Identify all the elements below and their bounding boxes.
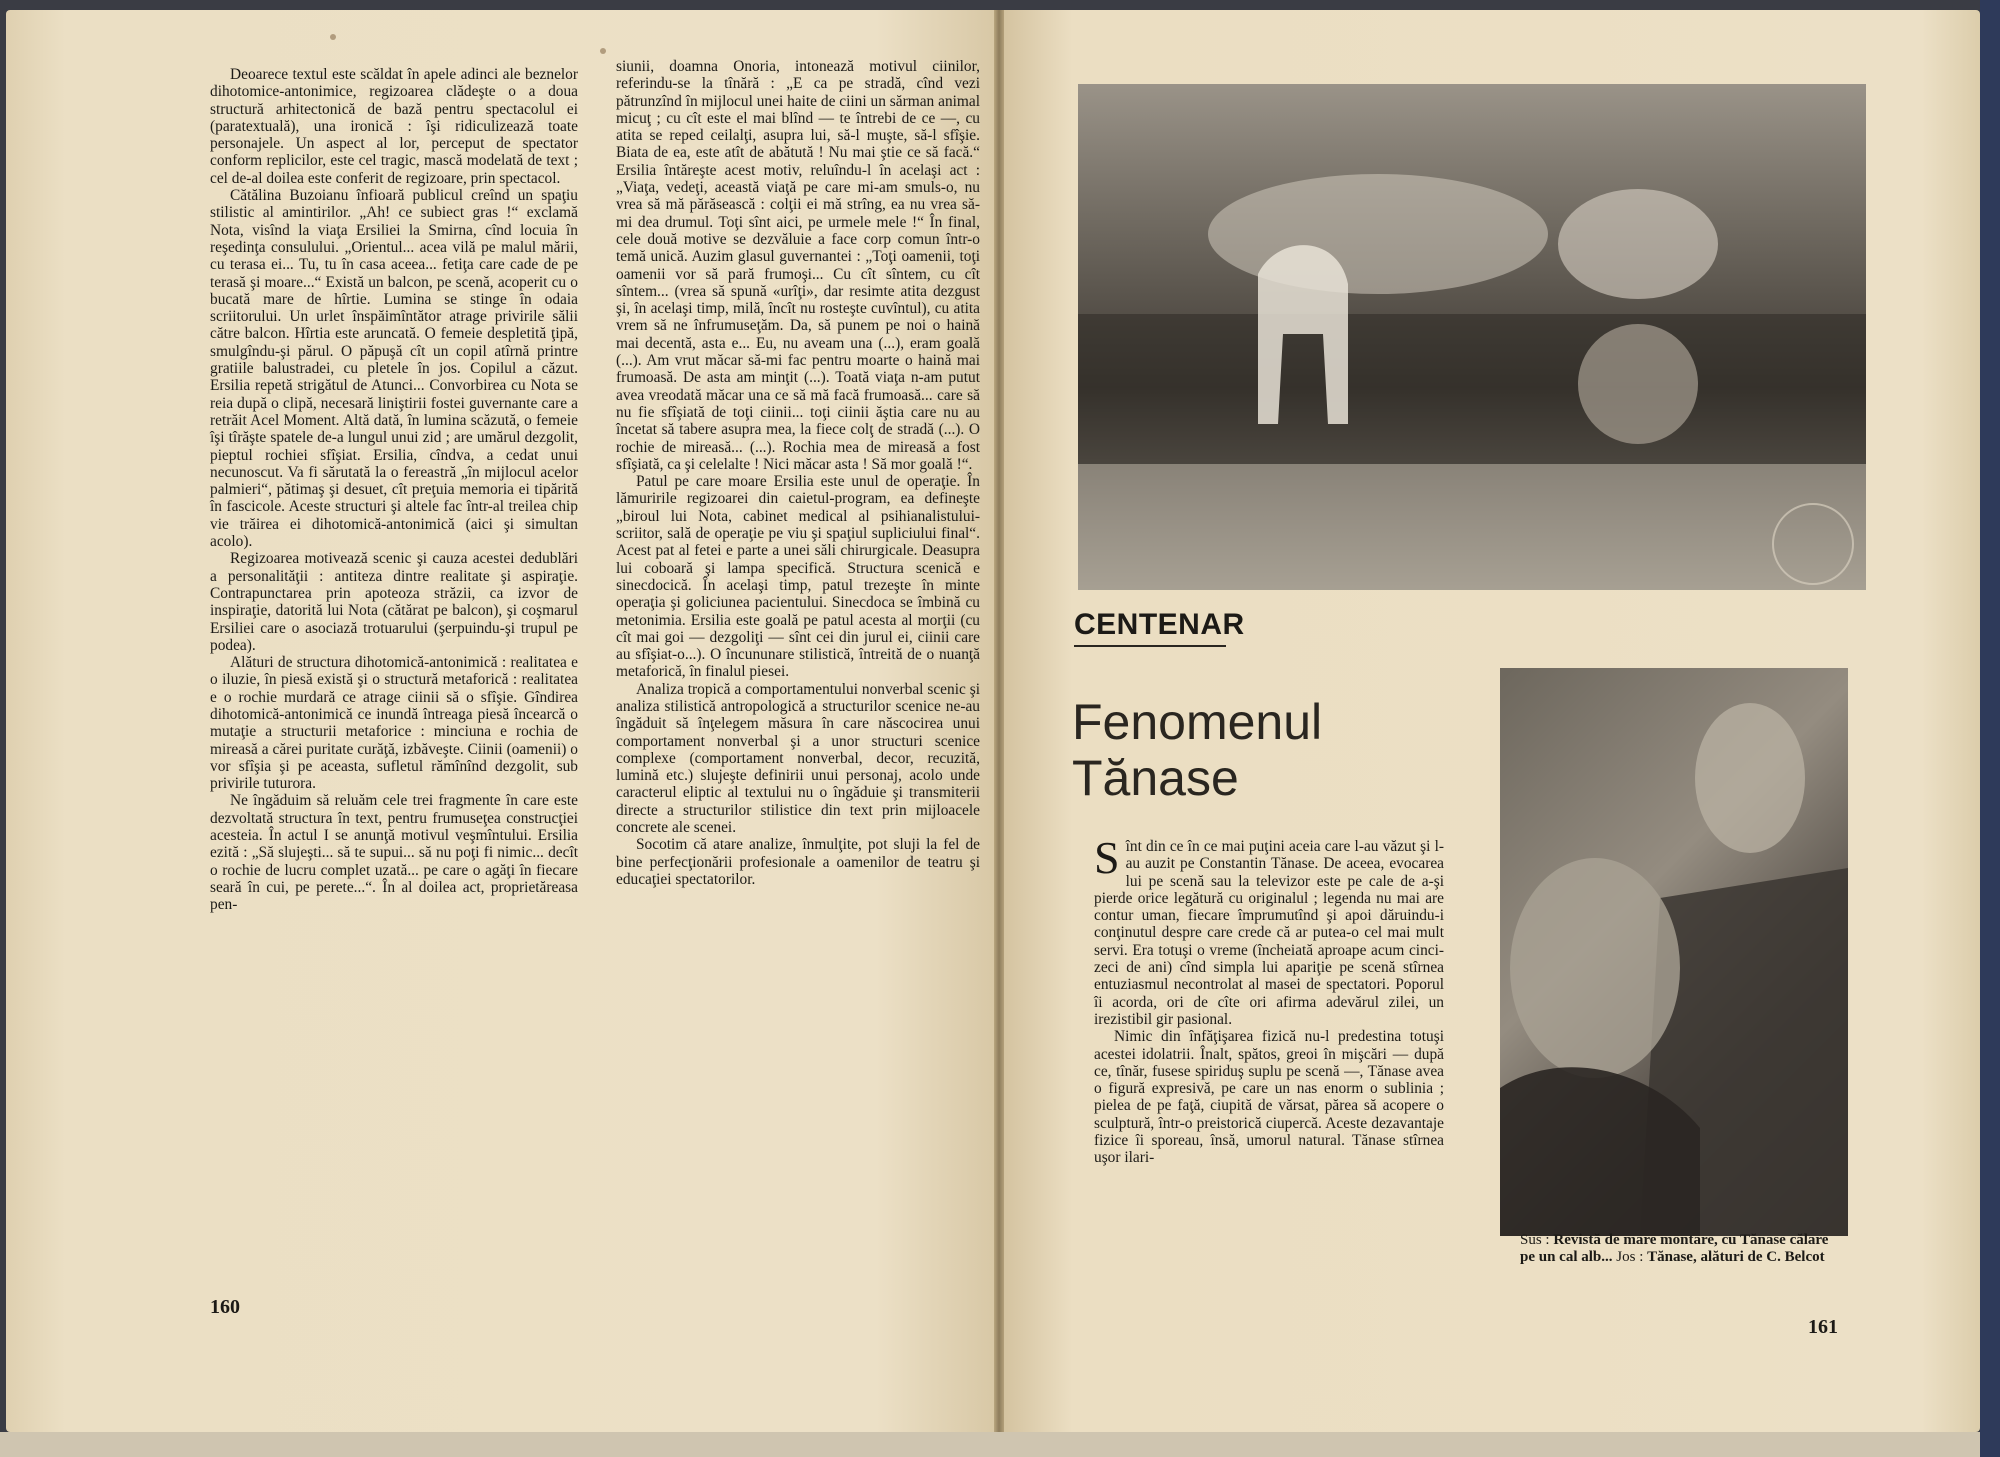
section-rule — [1074, 645, 1226, 647]
scan-speck — [600, 48, 606, 54]
left-column-a — [210, 66, 578, 914]
drop-cap: S — [1094, 832, 1120, 883]
book-cover-edge — [1980, 0, 2000, 1457]
paragraph: Socotim că atare analize, înmulţite, pot sluji la fel de bine perfecţionării profesionale a oamenilor de teatru şi educaţiei spectatorilor. — [616, 836, 980, 888]
paragraph: siunii, doamna Onoria, intonează motivul ciinilor, referindu-se la tînără : „E ca pe stradă, cînd vezi pătrunzînd în mijlocul unei haite de ciini un sărman animal micuţ ; cu cît este el mai blînd — te întrebi de ce —, cu atita se reped ceilalţi, asupra lui, să-l muşte, să-l sfîşie. Biata de ea, este atît de abătută ! Nu mai ştie ce să facă.“ Ersilia întăreşte acest motiv, reluîndu-l în acelaşi act : „Viaţa, vedeţi, această viaţă pe care mi-am smuls-o, nu vrea să mă părăsească : colţii ei mă strîng, ea nu vrea să-mi dea drumul. Toţi sînt aici, pe urmele mele !“ În final, cele două motive se dezvăluie a face corp comun într-o temă unică. Auzim glasul guvernantei : „Toţi oamenii, toţi oamenii vor să pară frumoşi... Cu cît sîntem, cu cît sîntem... (vrea să spună «urîţi», dar resimte atita dezgust şi, în acelaşi timp, milă, încît nu rosteşte cuvîntul), cu atita vrem să ne înfrumuseţăm. Da, să punem pe noi o haină mai decentă, asta e... Eu, nu aveam una (...), eram goală (...). Am vrut măcar să-mi fac pentru moarte o haină mai frumoasă. De asta am minţit (...). Toată viaţa n-am putut avea vreodată măcar una ce să mă facă frumoasă... care să nu fie sfîşiată de toţi ciinii... toţi ciinii ăştia care nu au încetat să tabere asupra mea, la fiece colţ de stradă (...). O rochie de mireasă... (...). Rochia mea de mireasă a fost sfîşiată, ca şi celelalte ! Nici măcar asta ! Să mor goală !“. — [616, 58, 980, 473]
paragraph: Nimic din înfăţişarea fizică nu-l predestina totuşi acestei idolatrii. Înalt, spătos, greoi în mişcări — după ce, tînăr, fusese spiriduş suplu pe scenă —, Tănase avea o figură expresivă, pe care un nas enorm o sublinia ; pielea de pe faţă, ciupită de vărsat, părea să acopere o sculptură, într-o preistorică ciupercă. Aceste dezavantaje fizice îi sporeau, însă, umorul natural. Tănase stîrnea uşor ilari- — [1094, 1028, 1444, 1167]
article-title-line2: Tănase — [1072, 750, 1239, 806]
paragraph: Ne îngăduim să reluăm cele trei fragmente în care este dezvoltată structura în text, pentru frumuseţea construcţiei acesteia. În actul I se anunţă motivul veşmîntului. Ersilia ezită : „Să slujeşti... să te supui... să nu poţi fi nimic... decît o rochie de lucru complet uzată... pe care o agăţi în fiecare seară în cui, pe perete...“. În al doilea act, proprietăreasa pen- — [210, 792, 578, 914]
photo-tanase-belcot — [1500, 668, 1848, 1236]
caption-sus-label: Sus : — [1520, 1232, 1550, 1248]
scan-speck — [330, 34, 336, 40]
paragraph: Cătălina Buzoianu înfioară publicul creînd un spaţiu stilistic al amintirilor. „Ah! ce subiect gras !“ exclamă Nota, visînd la viaţa Ersiliei la Smirna, cînd locuia în reşedinţa consulului. „Orientul... acea vilă pe malul mării, cu terasa ei... Tu, tu în casa aceea... fetiţa care cade de pe terasă şi moare...“ Există un balcon, pe scenă, acoperit cu o bucată mare de hîrtie. Lumina se stinge în odaia scriitorului. Un urlet înspăimîntător atrage privirile sălii către balcon. Hîrtia este aruncată. O femeie despletită ţipă, smulgîndu-şi părul. O păpuşă cît un copil atîrnă printre gratiile balustradei, cu pletele în jos. Copilul a căzut. Ersilia repetă strigătul de Atunci... Convorbirea cu Nota se reia după o clipă, necesară liniştirii fostei guvernante care a retrăit Acel Moment. Altă dată, în lumina scăzută, o femeie îşi tîrăşte spatele de-a lungul unui zid ; are umărul dezgolit, pieptul rochiei sfîşiat. Ersilia, cîndva, a cedat unui necunoscut. Va fi sărutată la o fereastră „în mijlocul acelor palmieri“, pătimaş şi desuet, cît preţuia memoria ei tipărită în fascicole. Aceste structuri şi altele fac într-al treilea chip vie trăirea ei dihotomică-antonimică (aici şi simultan acolo). — [210, 187, 578, 551]
paragraph: Regizoarea motivează scenic şi cauza acestei dedublări a personalităţii : antiteza dintre realitate şi aspiraţie. Contrapunctarea prin apoteoza străzii, ca izvor de inspiraţie, datorită lui Nota (cătărat pe balcon), şi coşmarul Ersiliei care o asociază trotuarului (şerpuindu-şi trupul pe podea). — [210, 550, 578, 654]
paragraph-first — [1094, 832, 1444, 1028]
scan-bottom-edge — [0, 1432, 2000, 1457]
article-title — [1072, 694, 1322, 806]
caption-jos-text: Tănase, alături de C. Belcot — [1647, 1249, 1825, 1265]
paragraph: Deoarece textul este scăldat în apele adinci ale beznelor dihotomice-antonimice, regizoarea clădeşte o a doua structură arhitectonică de bază pentru spectacolul ei (paratextuală), una ironică : îşi ridiculizează toate personajele. Un aspect al lor, perceput de spectator conform replicilor, este cel tragic, mască modelată de text ; cel de-al doilea este conferit de regizoare, prin spectacol. — [210, 66, 578, 187]
photo-portrait-illustration — [1500, 668, 1848, 1236]
left-column-b — [616, 58, 980, 888]
caption-jos-label: Jos : — [1616, 1249, 1644, 1265]
right-column — [1094, 832, 1444, 1167]
book-gutter — [994, 10, 1004, 1432]
section-label: CENTENAR — [1074, 608, 1245, 641]
paragraph: Patul pe care moare Ersilia este unul de operaţie. În lămuririle regizoarei din caietul-program, ea defineşte „biroul lui Nota, cabinet medical al psihianalistului-scriitor, sală de operaţie pe viu şi spaţiul supliciului final“. Acest pat al fetei e parte a unei săli chirurgicale. Deasupra lui coboară şi lampa specifică. Structura scenică e sinecdocică. În acelaşi timp, patul trezeşte în minte operaţia şi goliciunea pacientului. Sinecdoca se îmbină cu metonimia. Ersilia este goală pe patul acesta al morţii (cu cît mai goi — dezgoliţi — sînt cei din jurul ei, ciinii care au sfîşiat-o...). O încununare stilistică, întreită de o nuanţă metaforică, în finalul piesei. — [616, 473, 980, 681]
photo-revue-illustration — [1078, 84, 1866, 590]
photo-revue-horse — [1078, 84, 1866, 590]
paragraph: Alături de structura dihotomică-antonimică : realitatea e o iluzie, în piesă există şi o structură metaforică : realitatea e o rochie murdară ce atrage ciinii să o sfîşie. Gîndirea dihotomică-antonimică ce inundă întreaga piesă încearcă o mutaţie a structurii metaforice : minciuna e rochia de mireasă a cărei puritate curăţă, izbăveşte. Ciinii (oamenii) o vor sfîşia şi pe aceasta, sufletul rămînînd dezgolit, sub privirile tuturora. — [210, 654, 578, 793]
paragraph-first-text: înt din ce în ce mai puţini aceia care l-au văzut şi l-au auzit pe Constantin Tănase. De aceea, evocarea lui pe scenă sau la televizor este pe cale de a-şi pierde orice legătură cu originalul ; legenda nu mai are contur uman, fiecare împrumutînd şi apoi dăruindu-i conţinutul despre care crede că ar putea-o cel mai mult servi. Era totuşi o vreme (încheiată aproape acum cinci-zeci de ani) cînd simpla lui apariţie pe scenă stîrnea entuziasmul necontrolat al masei de spectatori. Poporul îi acorda, ori de cîte ori afirma adevărul zilei, un irezistibil gir pasional. — [1094, 838, 1444, 1028]
paragraph: Analiza tropică a comportamentului nonverbal scenic şi analiza stilistică antropologică a structurilor scenice ne-au îngăduit să înţelegem măsura în care născocirea unui comportament nonverbal şi a unor structuri scenice complexe (comportament nonverbal, decor, recuzită, lumină etc.) slujeşte definirii unui personaj, acolo unde caracterul eliptic al textului nu o îngăduie şi transmiterii directe a structurilor stilistice din text prin mijloacele concrete ale scenei. — [616, 680, 980, 837]
article-title-line1: Fenomenul — [1072, 694, 1323, 750]
page-number-left: 160 — [210, 1296, 240, 1318]
caption-sus-text: Revistă de mare montare, cu Tănase călare pe un cal alb... — [1520, 1232, 1829, 1265]
photo-caption — [1520, 1232, 1840, 1266]
page-number-right: 161 — [1808, 1316, 1838, 1338]
